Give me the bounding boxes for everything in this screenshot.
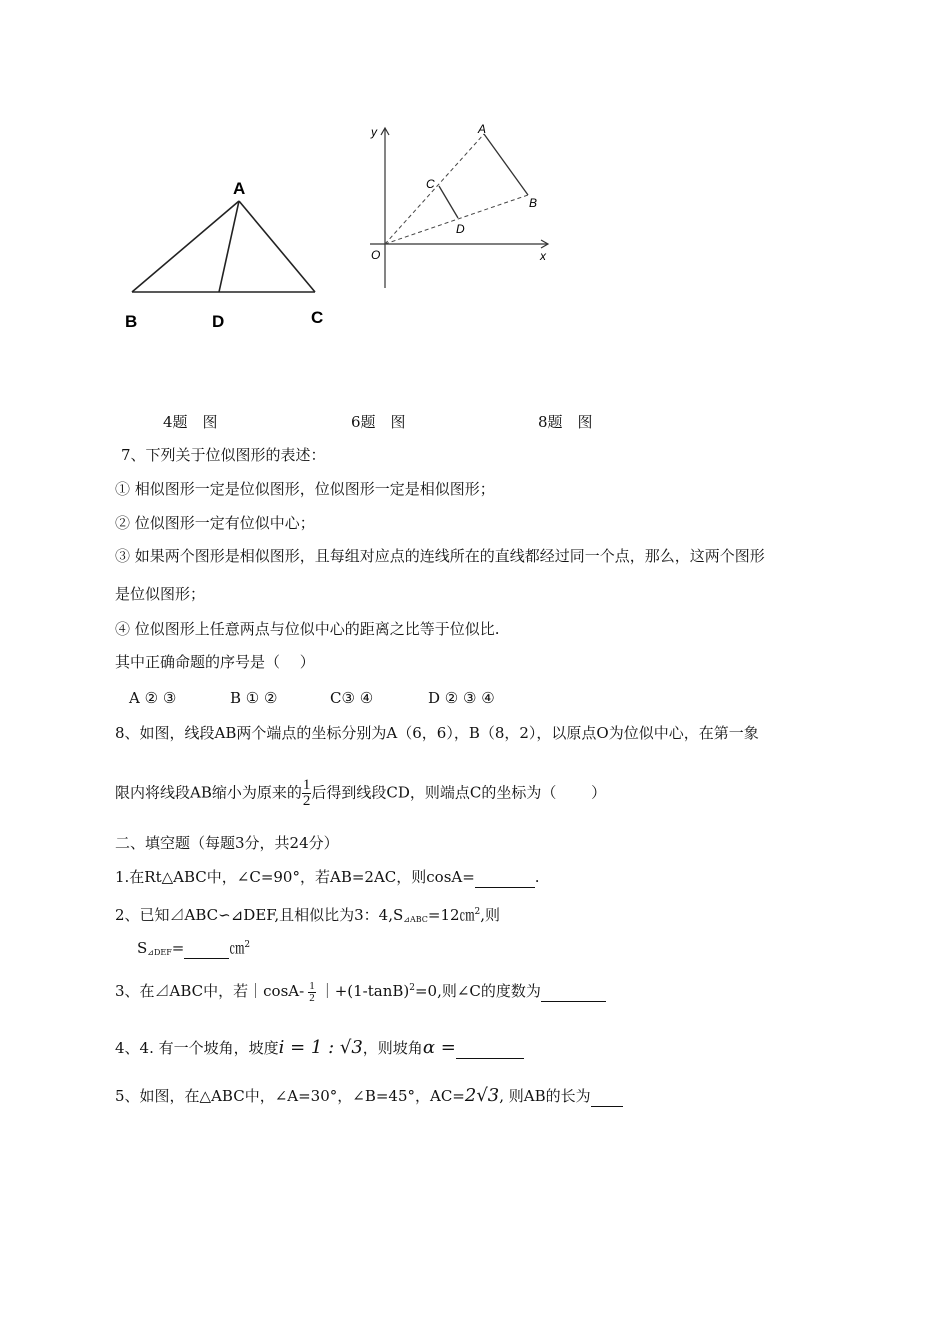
fill-q4: 4、4. 有一个坡角，坡度i = 1 : √3，则坡角α = — [115, 1038, 524, 1059]
label-c: C — [426, 177, 435, 191]
fraction-one-half: $\frac{1}{2}$ — [302, 777, 311, 809]
section-2-title: 二、填空题（每题3分，共24分） — [115, 834, 339, 852]
q7-option-a: A ② ③ — [129, 689, 177, 707]
caption-4: 4题 图 — [163, 413, 218, 431]
segment-ab — [132, 201, 239, 292]
q7-ask: 其中正确命题的序号是（ ） — [115, 653, 315, 671]
answer-blank-5[interactable] — [591, 1086, 623, 1107]
label-a: A — [233, 179, 246, 198]
caption-8: 8题 图 — [538, 413, 593, 431]
figure-coordinate-diagram — [360, 118, 560, 293]
answer-blank-1[interactable] — [475, 867, 535, 888]
label-d: D — [456, 222, 465, 236]
label-b: B — [529, 196, 538, 210]
segment-ab — [484, 134, 528, 195]
alpha-symbol: α = — [422, 1037, 456, 1058]
q8-line-1: 8、如图，线段AB两个端点的坐标分别为A（6，6），B（8，2），以原点O为位似中心，在第一象 — [115, 724, 759, 742]
answer-blank-2[interactable] — [184, 938, 229, 959]
figure-4-triangle — [115, 170, 335, 335]
label-b: B — [125, 312, 138, 331]
fraction-one-half: $\frac{1}{2}$ — [309, 979, 315, 1004]
fill-q1: 1.在Rt△ABC中，∠C=90°，若AB=2AC，则cosA= . — [115, 868, 540, 886]
q7-option-b: B ① ② — [230, 689, 278, 707]
q7-option-c: C③ ④ — [330, 689, 374, 707]
label-c: C — [311, 308, 324, 327]
segment-cd — [439, 186, 458, 218]
fill-q3: 3、在⊿ABC中，若｜cosA- $\frac{1}{2}$ $|+(1-\tan B)^2=0$,则∠C的度数为 — [115, 978, 606, 1004]
label-o: O — [371, 248, 381, 262]
label-d: D — [212, 312, 225, 331]
q7-item-2: ② 位似图形一定有位似中心； — [115, 514, 315, 532]
label-x: x — [540, 249, 546, 263]
slope-expression: i = 1 : √3 — [278, 1037, 363, 1058]
q8-line-2: 限内将线段AB缩小为原来的 $\frac{1}{2}$ 后得到线段CD，则端点C的坐标为（ ） — [115, 777, 607, 809]
q7-option-d: D ② ③ ④ — [428, 689, 495, 707]
answer-blank-3[interactable] — [541, 981, 606, 1002]
fill-q2: 2、已知⊿ABC∽⊿DEF,且相似比为3：$4,S_{⊿ABC}=12㎝^2$,则 — [115, 906, 501, 924]
label-a: A — [478, 122, 487, 136]
fill-q2-cont: $S_{⊿DEF}=$ ㎝$^2$ — [137, 939, 251, 957]
answer-blank-4[interactable] — [456, 1038, 524, 1059]
q7-item-3: ③ 如果两个图形是相似图形，且每组对应点的连线所在的直线都经过同一个点，那么，这两个图形 — [115, 547, 765, 565]
q7-item-4: ④ 位似图形上任意两点与位似中心的距离之比等于位似比. — [115, 620, 500, 638]
ray-ob — [385, 195, 528, 244]
fill-q5: 5、如图，在△ABC中，∠A=30°，∠B=45°，AC=2√3, 则AB的长为 — [115, 1086, 623, 1107]
segment-ac — [239, 201, 315, 292]
q7-stem: 7、下列关于位似图形的表述： — [121, 446, 326, 464]
q7-item-1: ① 相似图形一定是位似图形，位似图形一定是相似图形； — [115, 480, 495, 498]
q7-item-3-cont: 是位似图形； — [115, 585, 206, 603]
caption-6: 6题 图 — [351, 413, 406, 431]
label-y: y — [371, 125, 377, 139]
ac-value: 2√3 — [464, 1085, 500, 1106]
